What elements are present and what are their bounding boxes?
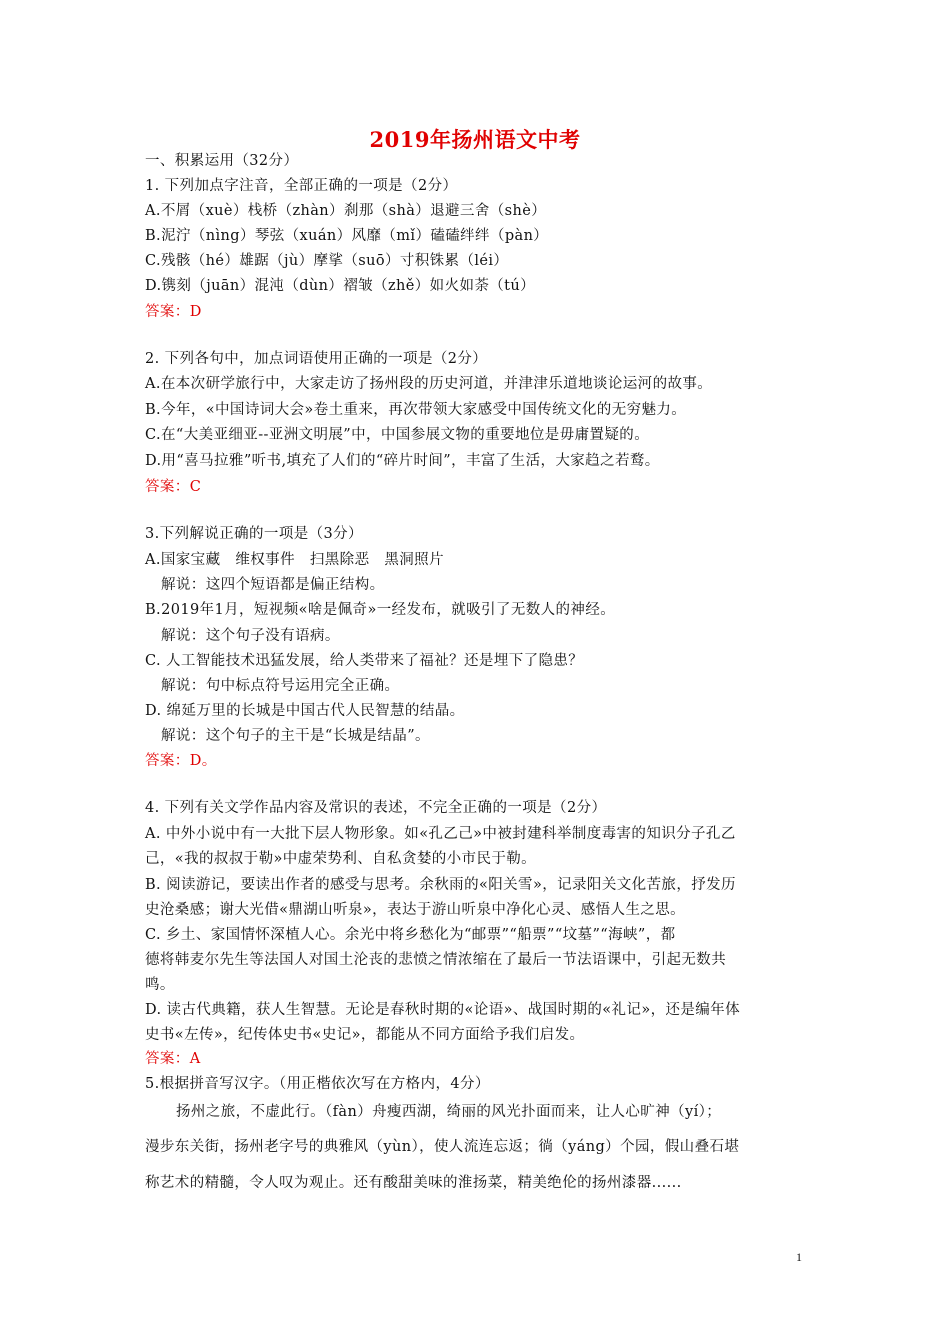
text-line: 解说：这个句子的主干是“长城是结晶”。 (161, 728, 430, 744)
text-line: B. 阅读游记，要读出作者的感受与思考。余秋雨的«阳关雪»，记录阳关文化苦旅，抒发历 (145, 877, 736, 893)
text-line: A. 中外小说中有一大批下层人物形象。如«孔乙己»中被封建科举制度毒害的知识分子孔乙 (145, 826, 736, 842)
answer-line: 答案：C (145, 479, 202, 495)
text-line: 扬州之旅，不虚此行。（fàn）舟瘦西湖，绮丽的风光扑面而来，让人心旷神（yí）； (176, 1104, 722, 1120)
text-line: 5.根据拼音写汉字。（用正楷依次写在方格内，4分） (145, 1076, 490, 1092)
text-line: 3.下列解说正确的一项是（3分） (145, 526, 363, 542)
text-line: 鸣。 (145, 977, 175, 993)
text-line: D. 绵延万里的长城是中国古代人民智慧的结晶。 (145, 703, 465, 719)
text-line: 德将韩麦尔先生等法国人对国土沦丧的悲愤之情浓缩在了最后一节法语课中，引起无数共 (145, 952, 727, 968)
text-line: C. 人工智能技术迅猛发展，给人类带来了福祉？还是埋下了隐患？ (145, 653, 584, 669)
text-line: 2. 下列各句中，加点词语使用正确的一项是（2分） (145, 351, 488, 367)
text-line: 解说：这个句子没有语病。 (161, 628, 340, 644)
text-line: 4. 下列有关文学作品内容及常识的表述，不完全正确的一项是（2分） (145, 800, 607, 816)
text-line: 漫步东关街，扬州老字号的典雅风（yùn），使人流连忘返；徜（yáng）个园，假山叠石堪 (145, 1139, 740, 1155)
text-line: B.今年，«中国诗词大会»卷土重来，再次带领大家感受中国传统文化的无穷魅力。 (145, 402, 687, 418)
text-line: A.国家宝藏 维权事件 扫黑除恶 黑洞照片 (145, 552, 444, 568)
text-line: D.镌刻（juān）混沌（dùn）褶皱（zhě）如火如荼（tú） (145, 278, 536, 294)
text-line: 1. 下列加点字注音，全部正确的一项是（2分） (145, 178, 458, 194)
text-line: C. 乡土、家国情怀深植人心。余光中将乡愁化为“邮票”“船票”“坟墓”“海峡”，都 (145, 927, 676, 943)
text-line: 己，«我的叔叔于勒»中虚荣势利、自私贪婪的小市民于勒。 (145, 851, 537, 867)
answer-line: 答案：A (145, 1051, 201, 1067)
text-line: C.在“大美亚细亚--亚洲文明展”中，中国参展文物的重要地位是毋庸置疑的。 (145, 427, 650, 443)
text-line: B.泥泞（nìng）琴弦（xuán）风靡（mǐ）磕磕绊绊（pàn） (145, 228, 549, 244)
answer-line: 答案：D (145, 304, 202, 320)
text-line: 解说：句中标点符号运用完全正确。 (161, 678, 400, 694)
text-line: 一、积累运用（32分） (145, 153, 299, 169)
text-line: B.2019年1月，短视频«啥是佩奇»一经发布，就吸引了无数人的神经。 (145, 602, 616, 618)
text-line: D. 读古代典籍，获人生智慧。无论是春秋时期的«论语»、战国时期的«礼记»，还是编年体 (145, 1002, 741, 1018)
text-line: 解说：这四个短语都是偏正结构。 (161, 577, 385, 593)
text-line: A.不屑（xuè）栈桥（zhàn）刹那（shà）退避三舍（shè） (145, 203, 547, 219)
answer-line: 答案：D。 (145, 753, 217, 769)
text-line: D.用“喜马拉雅”听书,填充了人们的“碎片时间”，丰富了生活，大家趋之若鹜。 (145, 453, 660, 469)
text-line: C.残骸（hé）雄踞（jù）摩挲（suō）寸积铢累（léi） (145, 253, 509, 269)
page-number: 1 (796, 1250, 802, 1264)
text-line: 史沧桑感；谢大光借«鼎湖山听泉»，表达于游山听泉中净化心灵、感悟人生之思。 (145, 902, 686, 918)
text-line: A.在本次研学旅行中，大家走访了扬州段的历史河道，并津津乐道地谈论运河的故事。 (145, 376, 713, 392)
text-line: 称艺术的精髓，令人叹为观止。还有酸甜美味的淮扬菜，精美绝伦的扬州漆器...... (145, 1175, 682, 1191)
document-title: 2019年扬州语文中考 (369, 127, 581, 152)
text-line: 史书«左传»，纪传体史书«史记»，都能从不同方面给予我们启发。 (145, 1027, 585, 1043)
